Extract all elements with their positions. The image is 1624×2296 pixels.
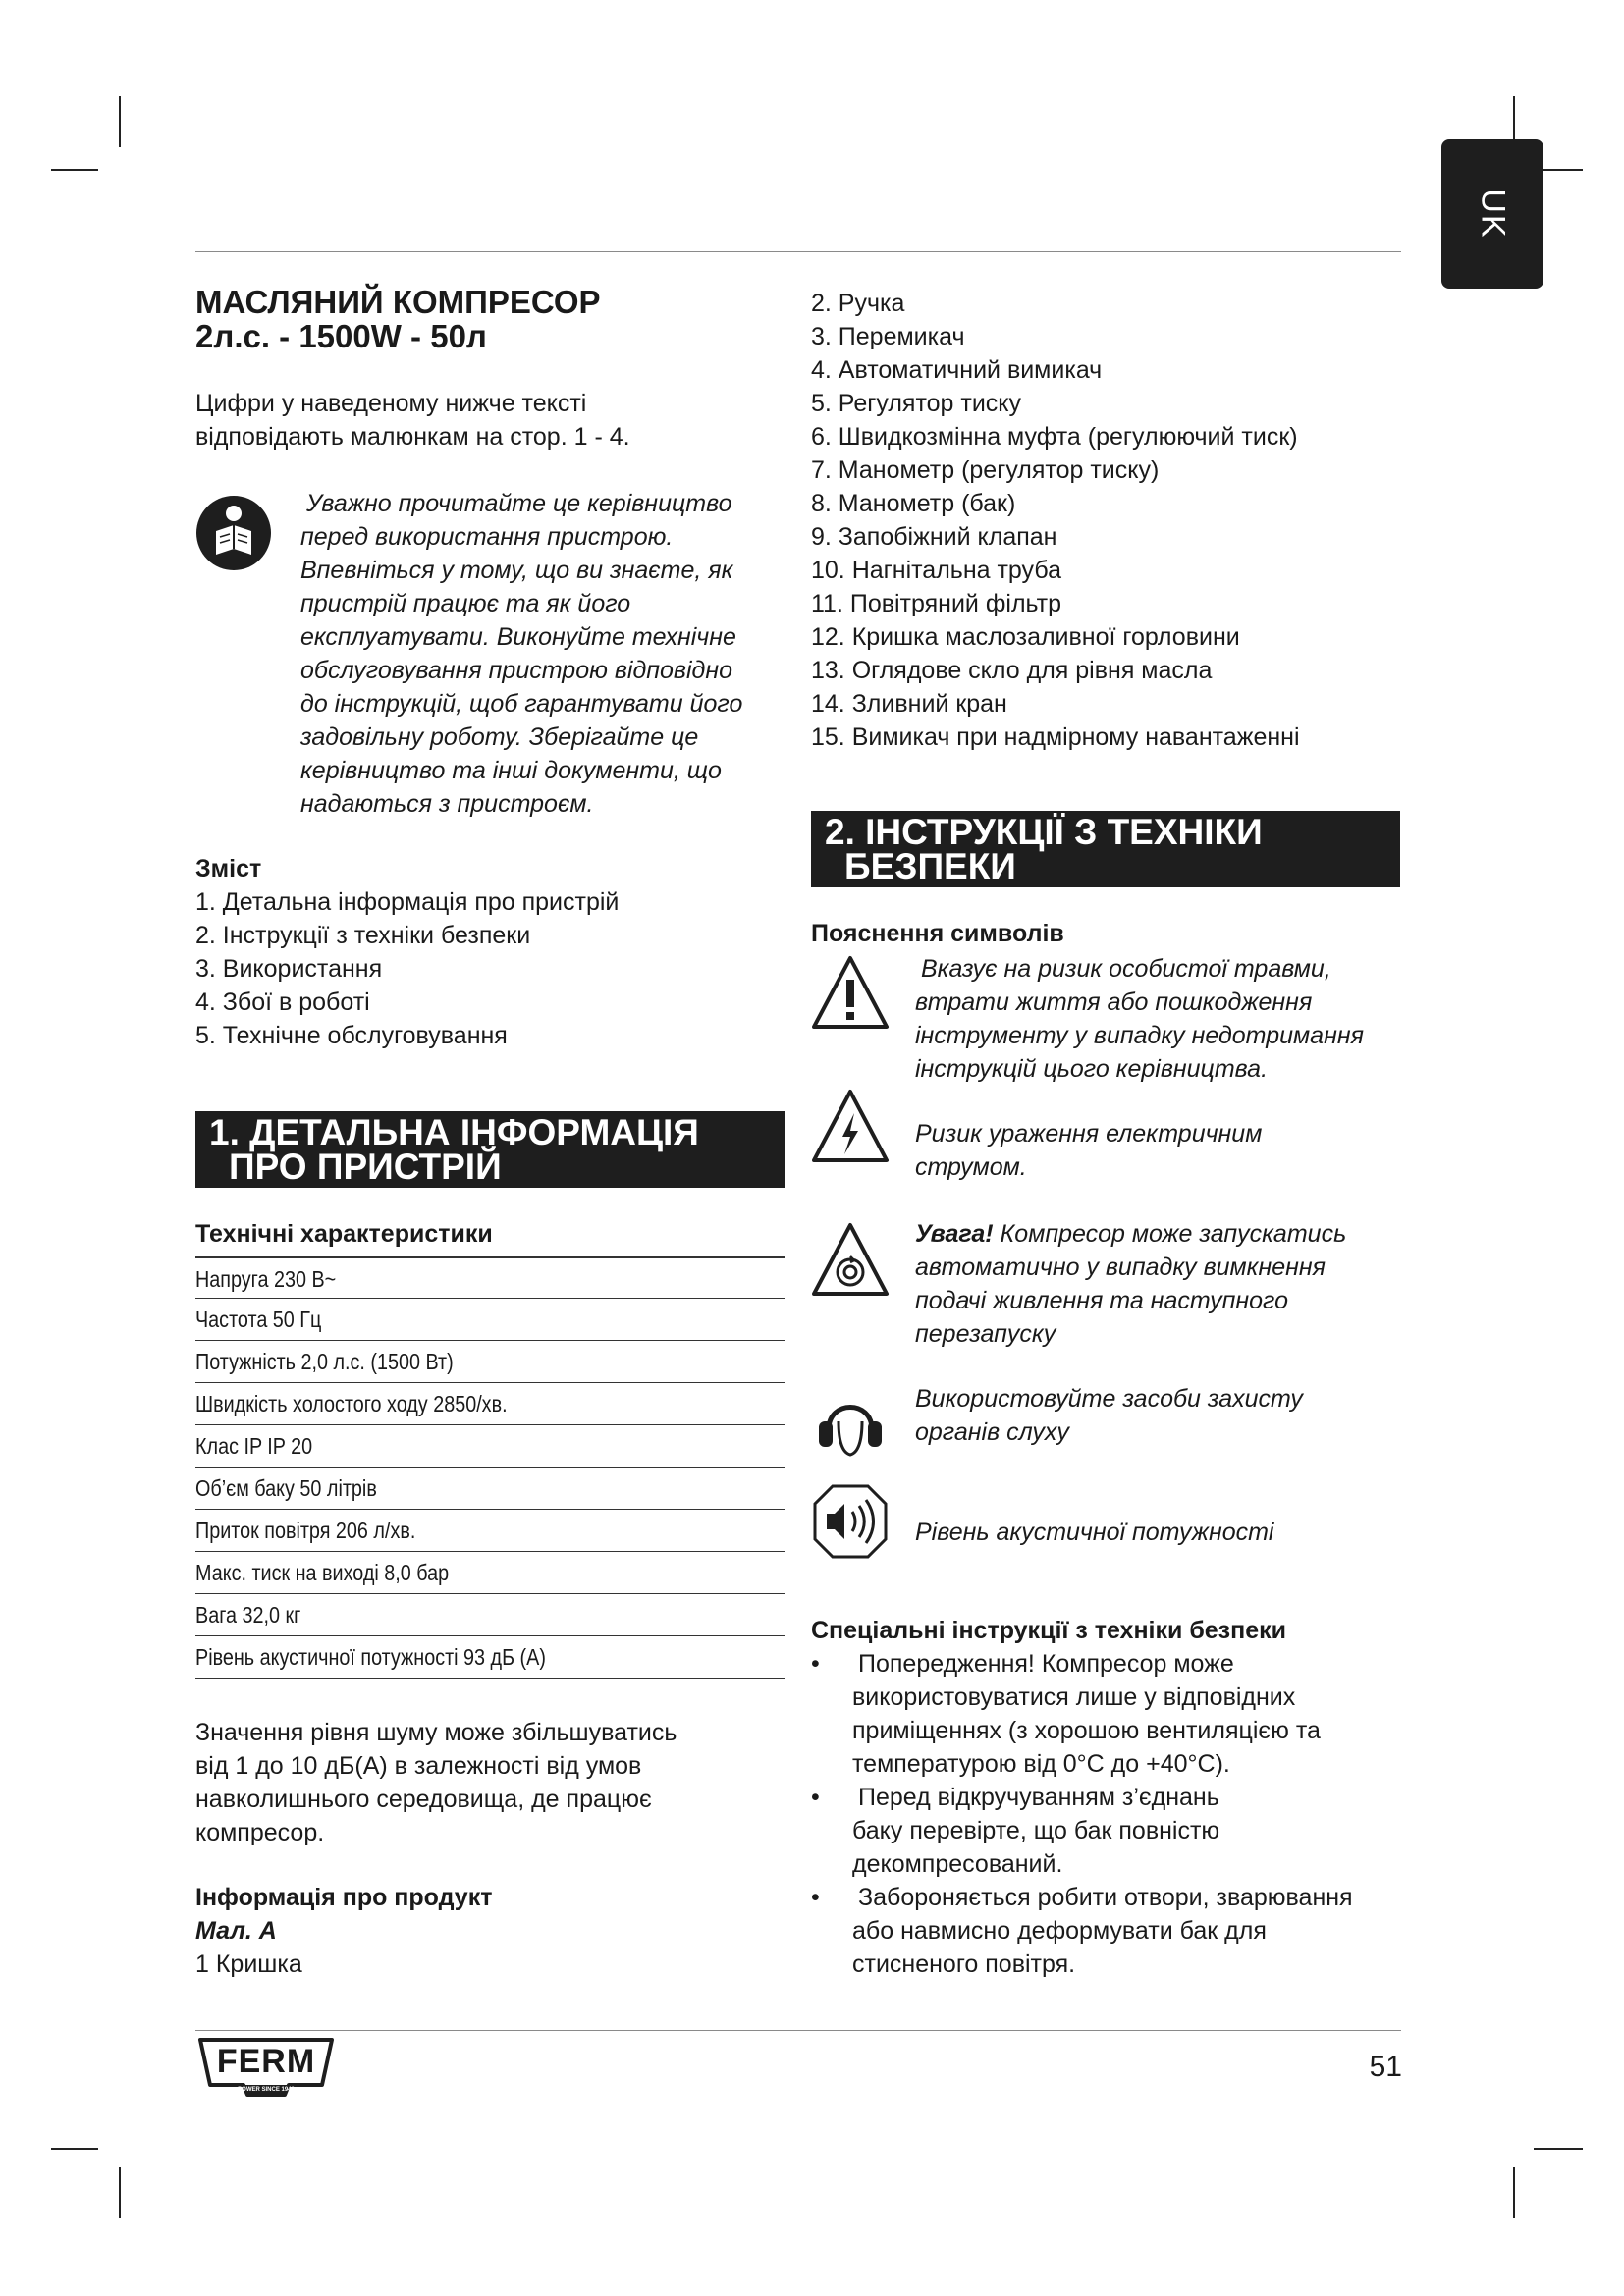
warning-triangle-icon bbox=[811, 954, 890, 1033]
spec-value: Об’єм баку 50 літрів bbox=[195, 1475, 377, 1501]
symbol-5-text bbox=[915, 1516, 1406, 1549]
warning-line: задовільну роботу. Зберігайте це bbox=[300, 723, 699, 751]
warning-line: перед використання пристрою. bbox=[300, 523, 674, 551]
symbol-2-text bbox=[915, 1117, 1406, 1184]
bullet-line: • Забороняється робити отвори, зварювання bbox=[858, 1884, 1353, 1911]
bullet-line: температурою від 0°C до +40°C). bbox=[852, 1750, 1230, 1778]
specs-table bbox=[195, 1256, 785, 1679]
noise-note bbox=[195, 1716, 677, 1849]
contents-item: 3. Використання bbox=[195, 955, 383, 983]
part-item: 7. Манометр (регулятор тиску) bbox=[811, 456, 1160, 484]
symbol-text-line: Вказує на ризик особистої травми, bbox=[921, 955, 1331, 983]
title-line-2: 2л.с. - 1500W - 50л bbox=[195, 318, 487, 354]
intro-line: Цифри у наведеному нижче тексті bbox=[195, 390, 587, 417]
intro-line: відповідають малюнкам на стор. 1 - 4. bbox=[195, 423, 630, 451]
symbol-text-line: втрати життя або пошкодження bbox=[915, 988, 1313, 1016]
crop-mark bbox=[1534, 2148, 1583, 2150]
symbol-text-line: Використовуйте засоби захисту bbox=[915, 1385, 1303, 1413]
crop-mark bbox=[51, 2148, 98, 2150]
spec-value: Клас IP IP 20 bbox=[195, 1433, 313, 1459]
contents-heading: Зміст bbox=[195, 855, 262, 882]
spec-value: Швидкість холостого ходу 2850/хв. bbox=[195, 1391, 508, 1416]
warning-line: надаються з пристроєм. bbox=[300, 790, 594, 818]
symbol-4-text bbox=[915, 1382, 1406, 1449]
contents-item: 4. Збої в роботі bbox=[195, 988, 370, 1016]
spec-value: Рівень акустичної потужності 93 дБ (A) bbox=[195, 1644, 546, 1670]
part-item: 12. Кришка маслозаливної горловини bbox=[811, 623, 1240, 651]
warning-line: обслуговування пристрою відповідно bbox=[300, 657, 733, 684]
warning-line: пристрій працює та як його bbox=[300, 590, 631, 617]
part-item: 9. Запобіжний клапан bbox=[811, 523, 1057, 551]
part-item: 11. Повітряний фільтр bbox=[811, 590, 1061, 617]
symbol-text-line: автоматично у випадку вимкнення bbox=[915, 1254, 1326, 1281]
attention-label: Увага! bbox=[915, 1220, 994, 1248]
spec-row bbox=[195, 1383, 785, 1425]
part-item: 4. Автоматичний вимикач bbox=[811, 356, 1103, 384]
spec-row bbox=[195, 1510, 785, 1552]
bullet-line: • Попередження! Компресор може bbox=[858, 1650, 1234, 1678]
language-tab-label: UK bbox=[1474, 188, 1512, 240]
section-1-title-line-2: ПРО ПРИСТРІЙ bbox=[229, 1147, 502, 1187]
symbol-text-line: струмом. bbox=[915, 1153, 1027, 1181]
product-info-heading: Інформація про продукт bbox=[195, 1884, 493, 1911]
symbol-text-line: інструменту у випадку недотримання bbox=[915, 1022, 1364, 1049]
symbol-text-line: органів слуху bbox=[915, 1418, 1069, 1446]
noise-note-line: Значення рівня шуму може збільшуватись bbox=[195, 1719, 677, 1746]
section-2-banner bbox=[811, 811, 1400, 887]
symbol-text-line: Ризик ураження електричним bbox=[915, 1120, 1263, 1148]
part-item: 1 Кришка bbox=[195, 1950, 302, 1978]
symbol-3-text bbox=[915, 1217, 1406, 1351]
safety-bullet bbox=[811, 1781, 1420, 1881]
ferm-logo bbox=[194, 2038, 338, 2097]
spec-value: Макс. тиск на виході 8,0 бар bbox=[195, 1560, 450, 1585]
contents-item: 5. Технічне обслуговування bbox=[195, 1022, 508, 1049]
part-item: 3. Перемикач bbox=[811, 323, 965, 350]
header-rule bbox=[195, 251, 1401, 252]
spec-value: Потужність 2,0 л.с. (1500 Вт) bbox=[195, 1349, 454, 1374]
bullet-line: використовуватися лише у відповідних bbox=[852, 1683, 1296, 1711]
page-number: 51 bbox=[1369, 2051, 1402, 2083]
part-item: 14. Зливний кран bbox=[811, 690, 1007, 718]
product-info bbox=[195, 1881, 492, 1981]
noise-note-line: компресор. bbox=[195, 1819, 325, 1846]
parts-list bbox=[811, 287, 1300, 754]
section-1-banner bbox=[195, 1111, 785, 1188]
part-item: 15. Вимикач при надмірному навантаженні bbox=[811, 723, 1300, 751]
spec-value: Вага 32,0 кг bbox=[195, 1602, 301, 1628]
intro-text bbox=[195, 387, 630, 454]
specs-heading: Технічні характеристики bbox=[195, 1220, 493, 1248]
ear-protection-icon bbox=[811, 1386, 890, 1465]
special-instructions bbox=[811, 1614, 1420, 1981]
spec-value: Приток повітря 206 л/хв. bbox=[195, 1518, 416, 1543]
noise-note-line: навколишнього середовища, де працює bbox=[195, 1786, 652, 1813]
electric-shock-icon bbox=[811, 1088, 890, 1166]
automatic-start-icon bbox=[811, 1221, 890, 1300]
figure-label: Мал. A bbox=[195, 1917, 277, 1945]
spec-row bbox=[195, 1468, 785, 1510]
part-item: 13. Оглядове скло для рівня масла bbox=[811, 657, 1213, 684]
table-of-contents bbox=[195, 852, 619, 1052]
spec-value: Частота 50 Гц bbox=[195, 1307, 322, 1332]
spec-row bbox=[195, 1425, 785, 1468]
part-item: 10. Нагнітальна труба bbox=[811, 557, 1061, 584]
safety-bullet bbox=[811, 1881, 1420, 1981]
warning-line: Уважно прочитайте це керівництво bbox=[306, 490, 732, 517]
read-manual-warning bbox=[300, 487, 742, 821]
part-item: 2. Ручка bbox=[811, 290, 905, 317]
spec-row bbox=[195, 1299, 785, 1341]
symbol-text-line: подачі живлення та наступного bbox=[915, 1287, 1288, 1314]
warning-line: до інструкцій, щоб гарантувати його bbox=[300, 690, 743, 718]
sound-power-icon bbox=[811, 1482, 890, 1561]
bullet-line: стисненого повітря. bbox=[852, 1950, 1076, 1978]
spec-value: Напруга 230 В~ bbox=[195, 1266, 337, 1292]
symbols-heading: Пояснення символів bbox=[811, 920, 1064, 947]
symbol-text-line: перезапуску bbox=[915, 1320, 1056, 1348]
part-item: 6. Швидкозмінна муфта (регулюючий тиск) bbox=[811, 423, 1298, 451]
part-item: 8. Манометр (бак) bbox=[811, 490, 1016, 517]
symbol-text-line: Компресор може запускатись bbox=[993, 1220, 1347, 1248]
language-tab bbox=[1441, 139, 1543, 289]
crop-mark bbox=[1513, 2167, 1515, 2218]
warning-line: експлуатувати. Виконуйте технічне bbox=[300, 623, 736, 651]
special-heading: Спеціальні інструкції з техніки безпеки bbox=[811, 1617, 1286, 1644]
symbol-text-line: Рівень акустичної потужності bbox=[915, 1519, 1274, 1546]
logo-tagline: POWER SINCE 1949 bbox=[238, 2087, 295, 2093]
bullet-line: приміщеннях (з хорошою вентиляцією та bbox=[852, 1717, 1321, 1744]
crop-mark bbox=[119, 2167, 121, 2218]
crop-mark bbox=[119, 96, 121, 147]
symbol-1-text bbox=[915, 952, 1406, 1086]
part-item: 5. Регулятор тиску bbox=[811, 390, 1022, 417]
spec-row bbox=[195, 1594, 785, 1636]
safety-bullet bbox=[811, 1647, 1420, 1781]
section-1-title-line-1: 1. ДЕТАЛЬНА ІНФОРМАЦІЯ bbox=[209, 1112, 699, 1152]
bullet-line: або навмисно деформувати бак для bbox=[852, 1917, 1267, 1945]
bullet-line: баку перевірте, що бак повністю bbox=[852, 1817, 1220, 1844]
section-2-title-line-1: 2. ІНСТРУКЦІЇ З ТЕХНІКИ bbox=[825, 812, 1263, 852]
read-manual-icon bbox=[194, 494, 273, 572]
warning-line: Впевніться у тому, що ви знаєте, як bbox=[300, 557, 733, 584]
logo-text: FERM bbox=[216, 2043, 316, 2080]
warning-line: керівництво та інші документи, що bbox=[300, 757, 722, 784]
noise-note-line: від 1 до 10 дБ(A) в залежності від умов bbox=[195, 1752, 642, 1780]
title-line-1: МАСЛЯНИЙ КОМПРЕСОР bbox=[195, 284, 601, 320]
section-2-title-line-2: БЕЗПЕКИ bbox=[844, 846, 1016, 886]
contents-item: 2. Інструкції з техніки безпеки bbox=[195, 922, 531, 949]
spec-row bbox=[195, 1636, 785, 1679]
bullet-line: декомпресований. bbox=[852, 1850, 1063, 1878]
spec-row bbox=[195, 1256, 785, 1299]
symbol-text-line: інструкцій цього керівництва. bbox=[915, 1055, 1269, 1083]
footer-rule bbox=[195, 2030, 1401, 2031]
crop-mark bbox=[51, 169, 98, 171]
bullet-line: • Перед відкручуванням з’єднань bbox=[858, 1784, 1219, 1811]
spec-row bbox=[195, 1341, 785, 1383]
page-title bbox=[195, 285, 601, 353]
spec-row bbox=[195, 1552, 785, 1594]
contents-item: 1. Детальна інформація про пристрій bbox=[195, 888, 620, 916]
